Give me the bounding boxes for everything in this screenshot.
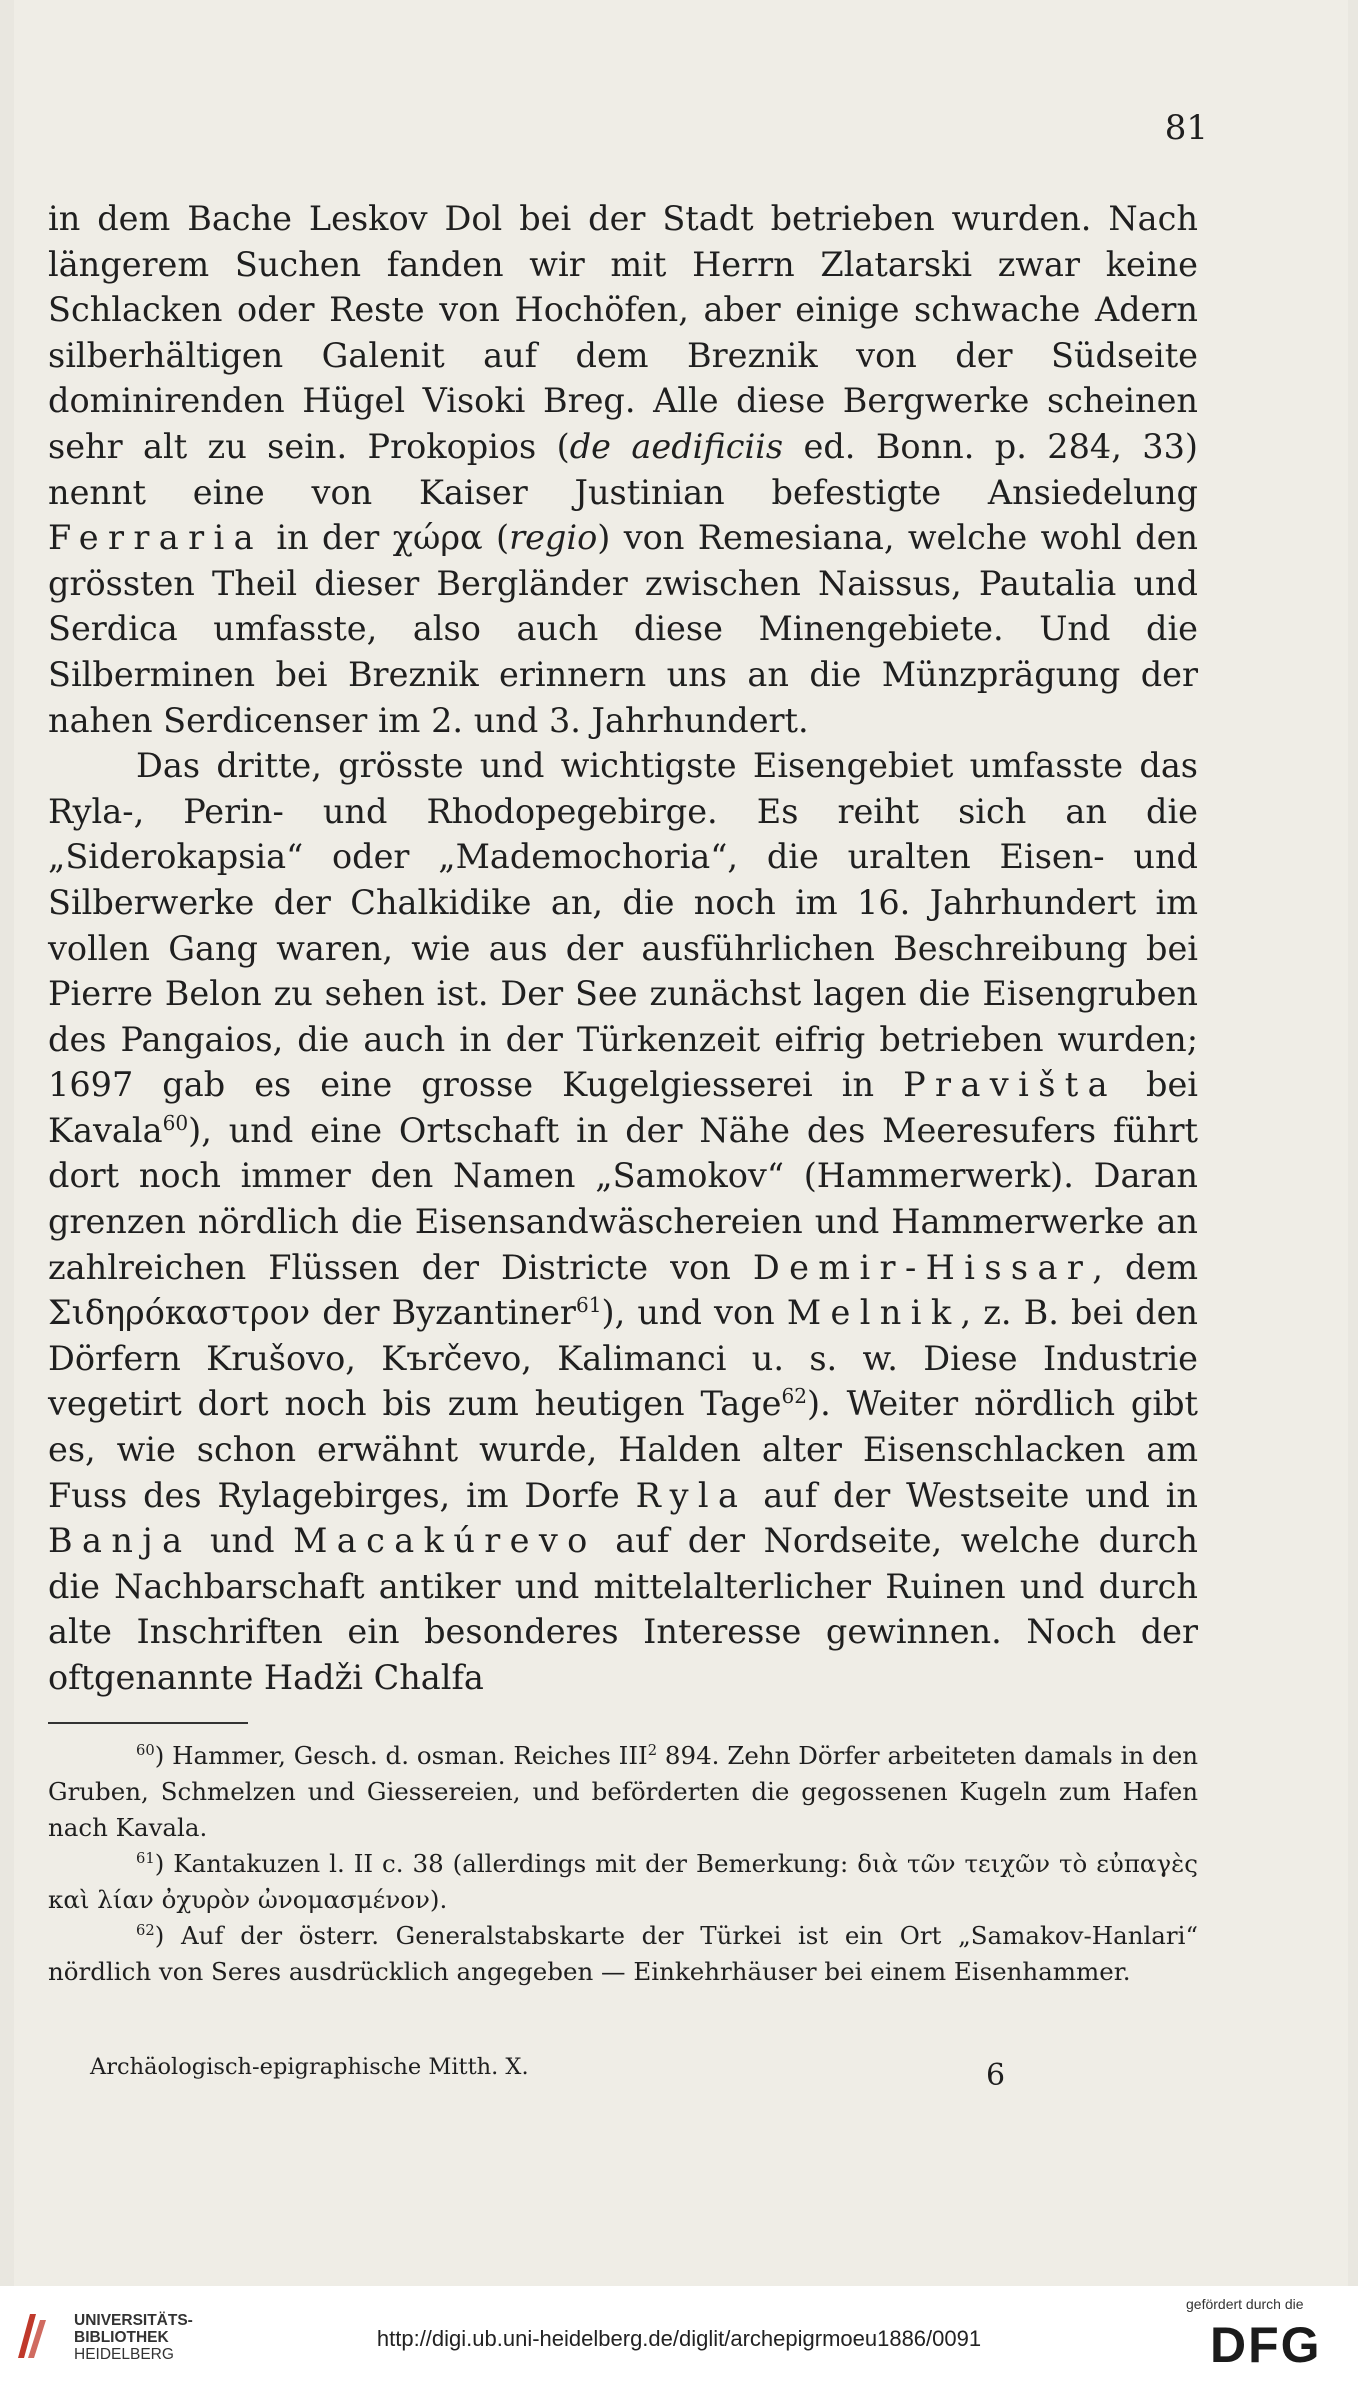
footnote-rule — [48, 1722, 248, 1724]
body-text — [48, 196, 1198, 1701]
footnote-mark-61: 61 — [136, 1849, 155, 1867]
italic-regio: regio — [509, 518, 598, 558]
page-number: 81 — [1164, 108, 1208, 148]
funding-note: gefördert durch die — [1186, 2296, 1304, 2312]
footnote-60: $^{60}$) Hammer, Gesch. d. osman. Reiches III$^2$ 894. Zehn Dörfer arbeiteten damals in den Gruben, Schmelzen und Giessereien, und beförderten die gegossenen Kugeln zum Hafen nach Kavala. — [48, 1741, 1198, 1842]
paragraph-2: Das dritte, grösste und wichtigste Eisengebiet umfasste das Ryla-, Perin- und Rhodopegebirge. Es reiht sich an die „Siderokapsia“ oder „Mademochoria“, die uralten Eisen- und Silberwerke der Chalkidike an, die noch im 16. Jahrhundert im vollen Gang waren, wie aus der ausführlichen Beschreibung bei Pierre Belon zu sehen ist. Der See zunächst lagen die Eisengruben des Pangaios, die auch in der Türkenzeit eifrig betrieben wurden; 1697 gab es eine grosse Kugelgiesserei in Pravišta bei Kavala$^{60}$), und eine Ortschaft in der Nähe des Meeresufers führt dort noch immer den Namen „Samokov“ (Hammerwerk). Daran grenzen nördlich die Eisensandwäschereien und Hammerwerke an zahlreichen Flüssen der Districte von Demir-Hissar, dem Σιδηρόκαστρον der Byzantiner$^{61}$), und von Melnik, z. B. bei den Dörfern Krušovo, Kъrčevo, Kalimanci u. s. w. Diese Industrie vegetirt dort noch bis zum heutigen Tage$^{62}$). Weiter nördlich gibt es, wie schon erwähnt wurde, Halden alter Eisenschlacken am Fuss des Rylagebirges, im Dorfe Ryla auf der Westseite und in Banja und Macakúrevo auf der Nordseite, welche durch die Nachbarschaft antiker und mittelalterlicher Ruinen und durch alte Inschriften ein besonderes Interesse gewinnen. Noch der oftgenannte Hadži Chalfa — [48, 746, 1199, 1697]
footnote-62: $^{62}$) Auf der österr. Generalstabskarte der Türkei ist ein Ort „Samakov-Hanlari“ nördlich von Seres ausdrücklich angegeben — Einkehrhäuser bei einem Eisenhammer. — [48, 1921, 1198, 1986]
footnotes — [48, 1738, 1198, 1990]
footnote-mark-60: 60 — [136, 1741, 155, 1759]
digitization-url[interactable]: http://digi.ub.uni-heidelberg.de/diglit/archepigrmoeu1886/0091 — [376, 2326, 982, 2351]
spaced-name-macakurevo: Macakúrevo — [293, 1521, 597, 1561]
spaced-name-ferraria: Ferraria — [48, 518, 263, 558]
footnote-61: $^{61}$) Kantakuzen l. II c. 38 (allerdings mit der Bemerkung: διὰ τῶν τειχῶν τὸ εὐπαγὲς καὶ λίαν ὀχυρὸν ὠνομασμένον). — [48, 1849, 1198, 1914]
paragraph-1: in dem Bache Leskov Dol bei der Stadt betrieben wurden. Nach längerem Suchen fanden wir mit Herrn Zlatarski zwar keine Schlacken oder Reste von Hochöfen, aber einige schwache Adern silberhältigen Galenit auf dem Breznik von der Südseite dominirenden Hügel Visoki Breg. Alle diese Bergwerke scheinen sehr alt zu sein. Prokopios (de aedificiis ed. Bonn. p. 284, 33) nennt eine von Kaiser Justinian befestigte Ansiedelung Ferraria in der χώρα (regio) von Remesiana, welche wohl den grössten Theil dieser Bergländer zwischen Naissus, Pautalia und Serdica umfasste, also auch diese Minengebiete. Und die Silberminen bei Breznik erinnern uns an die Münzprägung der nahen Serdicenser im 2. und 3. Jahrhundert. — [48, 199, 1198, 740]
spaced-name-pravista: Pravišta — [903, 1065, 1117, 1105]
spaced-name-banja: Banja — [48, 1521, 192, 1561]
printer-signature: Archäologisch-epigraphische Mitth. X. — [90, 2054, 529, 2080]
superscript-2: 2 — [647, 1741, 658, 1759]
footnote-ref-61: 61 — [575, 1293, 602, 1318]
footnote-mark-62: 62 — [136, 1921, 155, 1939]
footnote-ref-60: 60 — [162, 1110, 189, 1135]
footnote-ref-62: 62 — [781, 1384, 808, 1409]
signature-number: 6 — [986, 2058, 1006, 2093]
italic-title: de aedificiis — [569, 426, 784, 466]
library-name: UNIVERSITÄTS- BIBLIOTHEK HEIDELBERG — [74, 2312, 193, 2363]
spaced-name-ryla: Ryla — [635, 1475, 748, 1515]
spaced-name-demir-hissar: Demir-Hissar — [752, 1247, 1093, 1287]
spaced-name-melnik: Melnik — [786, 1293, 961, 1333]
dfg-logo: DFG — [1210, 2317, 1322, 2373]
